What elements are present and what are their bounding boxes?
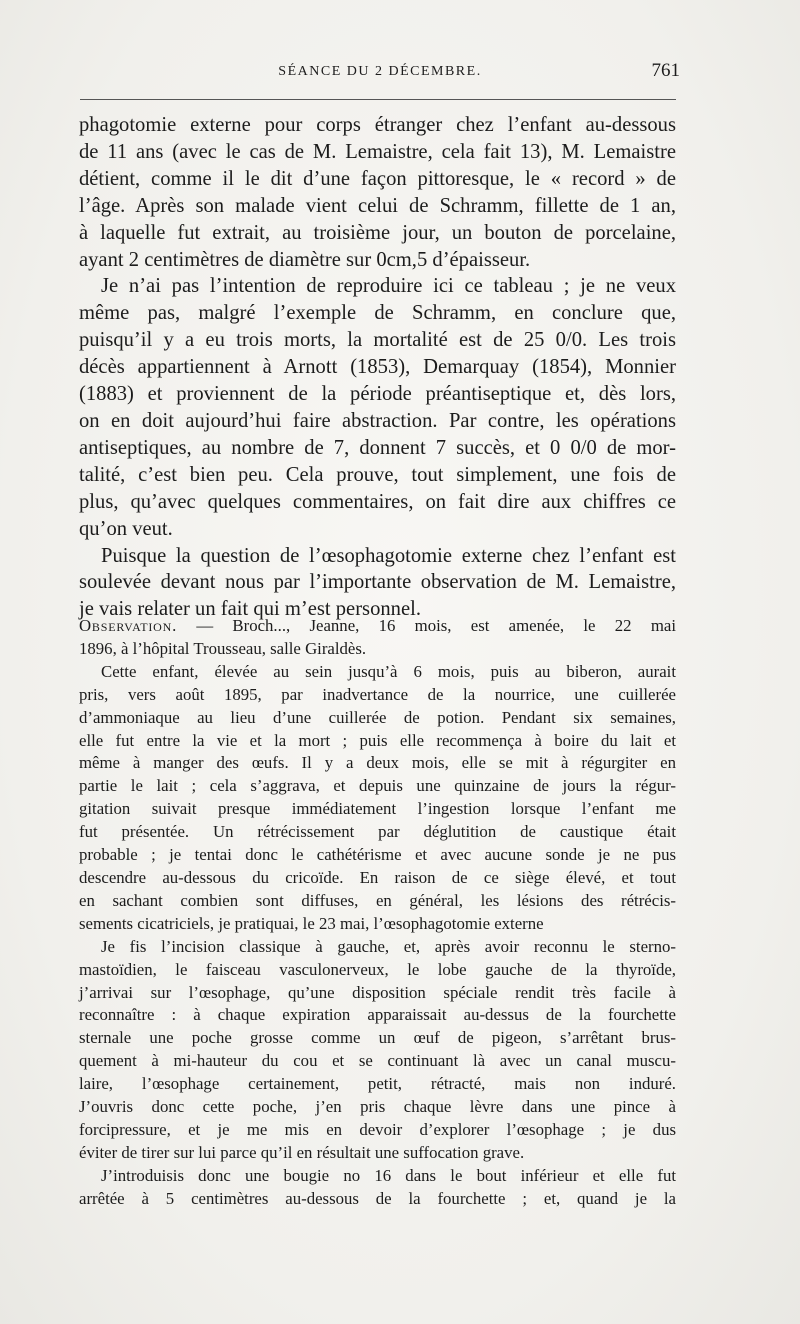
observation-label: Observation. [79,616,178,635]
text-line: antiseptiques, au nombre de 7, donnent 7 succès, et 0 0/0 de mor- [79,436,676,459]
text-line: gitation suivait presque immédiatement l’ingestion lorsque l’enfant me [79,799,676,819]
text-line: on en doit aujourd’hui faire abstraction. Par contre, les opérations [79,409,676,432]
text-line: qu’on veut. [79,517,173,540]
text-line: Je fis l’incision classique à gauche, et, après avoir reconnu le sterno- [101,936,676,956]
text-line: probable ; je tentai donc le cathétérisme et avec aucune sonde je ne pus [79,845,676,865]
text-line [79,615,676,638]
text-line: pris, vers août 1895, par inadvertance de la nourrice, une cuillerée [79,684,676,704]
text-line: à laquelle fut extrait, au troisième jour, un bouton de porcelaine, [79,221,676,244]
text-line: fut présentée. Un rétrécissement par déglutition de caustique était [79,822,676,842]
observation-paragraph [79,936,676,1165]
page-number: 761 [651,60,680,81]
paragraph [79,543,676,624]
paragraph [79,112,676,273]
text-line: quement à mi-hauteur du cou et se continuant là avec un canal muscu- [79,1051,676,1071]
text-line: je vais relater un fait qui m’est personnel. [79,598,421,621]
text-line: (1883) et proviennent de la période préantiseptique et, dès lors, [79,383,676,406]
text-line: phagotomie externe pour corps étranger chez l’enfant au-dessous [79,114,676,136]
text-line: détient, comme il le dit d’une façon pittoresque, le « record » de [79,167,676,190]
text-line: forcipressure, et je me mis en devoir d’explorer l’œsophage ; je dus [79,1119,676,1139]
observation-section [79,615,676,1211]
text-line: de 11 ans (avec le cas de M. Lemaistre, cela fait 13), M. Lemaistre [79,140,676,163]
text-line: laire, l’œsophage certainement, petit, rétracté, mais non induré. [79,1074,676,1094]
text-line: sternale une poche grosse comme un œuf de pigeon, s’arrêtant brus- [79,1028,676,1048]
text-line: 1896, à l’hôpital Trousseau, salle Giraldès. [79,638,367,658]
observation-paragraph [79,615,676,661]
paragraph [79,273,676,542]
text-line: plus, qu’avec quelques commentaires, on fait dire aux chiffres ce [79,490,676,513]
header-rule [80,99,676,100]
text-line: décès appartiennent à Arnott (1853), Demarquay (1854), Monnier [79,356,676,379]
text-line: elle fut entre la vie et la mort ; puis elle recommença à boire du lait et [79,730,676,750]
text-line: descendre au-dessous du cricoïde. En raison de ce siège élevé, et tout [79,867,676,887]
text-line: mastoïdien, le faisceau vasculonerveux, le lobe gauche de la thyroïde, [79,959,676,979]
text-line: arrêtée à 5 centimètres au-dessous de la fourchette ; et, quand je la [79,1188,676,1208]
text-line: éviter de tirer sur lui parce qu’il en résultait une suffocation grave. [79,1142,525,1162]
text-line: j’arrivai sur l’œsophage, qu’une disposition spéciale rendit très facile à [79,982,676,1002]
running-head: SÉANCE DU 2 DÉCEMBRE. [278,64,482,79]
text-line: sements cicatriciels, je pratiquai, le 23 mai, l’œsophagotomie externe [79,913,544,933]
main-text [79,112,676,623]
text-line: partie le lait ; cela s’aggrava, et depuis une quinzaine de jours la régur- [79,776,676,796]
text-line: Je n’ai pas l’intention de reproduire ici ce tableau ; je ne veux [101,275,676,298]
text-line: soulevée devant nous par l’importante observation de M. Lemaistre, [79,571,676,594]
text-line: Cette enfant, élevée au sein jusqu’à 6 mois, puis au biberon, aurait [101,661,676,681]
text-line: Puisque la question de l’œsophagotomie externe chez l’enfant est [101,544,676,567]
observation-paragraph [79,1165,676,1211]
text-line: J’introduisis donc une bougie no 16 dans le bout inférieur et elle fut [101,1165,676,1185]
page-header [80,60,680,90]
text-line: puisqu’il y a eu trois morts, la mortalité est de 25 0/0. Les trois [79,329,676,352]
text-line: l’âge. Après son malade vient celui de Schramm, fillette de 1 an, [79,194,676,217]
text-line: talité, c’est bien peu. Cela prouve, tout simplement, une fois de [79,463,676,486]
text-line: d’ammoniaque au lieu d’une cuillerée de potion. Pendant six semaines, [79,707,676,727]
observation-paragraph [79,661,676,936]
text-line: même pas, malgré l’exemple de Schramm, en conclure que, [79,302,676,325]
text-line: reconnaître : à chaque expiration apparaissait au-dessus de la fourchette [79,1005,676,1025]
text-line: en sachant combien sont diffuses, en général, les lésions des rétrécis- [79,890,676,910]
text-line: ayant 2 centimètres de diamètre sur 0cm,5 d’épaisseur. [79,248,531,271]
text-line: même à manger des œufs. Il y a deux mois, elle se mit à régurgiter en [79,753,676,773]
text-line: J’ouvris donc cette poche, j’en pris chaque lèvre dans une pince à [79,1097,676,1117]
observation-intro: — Broch..., Jeanne, 16 mois, est amenée, le 22 mai [196,616,676,635]
